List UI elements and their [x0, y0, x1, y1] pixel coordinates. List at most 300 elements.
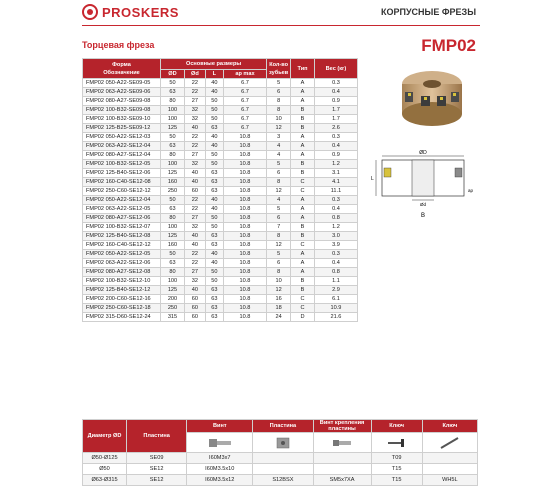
col-main-dims: Основные размеры [161, 59, 267, 70]
table-row [83, 160, 358, 169]
table-cell: 8 [267, 97, 291, 106]
table-cell: 63 [205, 241, 223, 250]
table-cell: 63 [205, 313, 223, 322]
col-insert2: Пластина [253, 420, 313, 433]
table-cell: 8 [267, 232, 291, 241]
col-diameter: Диаметр ØD [83, 420, 127, 453]
table-cell: 100 [161, 277, 185, 286]
table-cell: FMP02 063-A22-SE12-06 [83, 259, 161, 268]
table-cell: 50 [205, 223, 223, 232]
table-cell: 0.3 [314, 250, 357, 259]
table-row [83, 187, 358, 196]
label-L: L [371, 176, 374, 182]
table-cell: 50 [161, 250, 185, 259]
table-cell: 27 [184, 97, 205, 106]
table-cell: 10.8 [223, 178, 266, 187]
parts-cell: I60M3x7 [187, 453, 253, 464]
table-row [83, 295, 358, 304]
table-cell: 63 [205, 304, 223, 313]
table-cell: 250 [161, 304, 185, 313]
table-cell: 80 [161, 214, 185, 223]
table-cell: 100 [161, 106, 185, 115]
parts-cell: I60M3.5x10 [187, 464, 253, 475]
table-cell: 10.8 [223, 259, 266, 268]
table-cell: 100 [161, 115, 185, 124]
parts-cell: Ø50 [83, 464, 127, 475]
table-cell: 0.8 [314, 268, 357, 277]
table-cell: 40 [205, 79, 223, 88]
col-key: Ключ [371, 420, 422, 433]
table-cell: 0.9 [314, 151, 357, 160]
parts-cell: T09 [371, 453, 422, 464]
table-cell: 3 [267, 133, 291, 142]
table-cell: 125 [161, 232, 185, 241]
table-row [83, 196, 358, 205]
table-cell: FMP02 250-C60-SE12-12 [83, 187, 161, 196]
table-cell: 10.8 [223, 196, 266, 205]
table-cell: 12 [267, 187, 291, 196]
table-cell: FMP02 125-B40-SE12-08 [83, 232, 161, 241]
table-cell: 10.8 [223, 187, 266, 196]
table-cell: 63 [161, 142, 185, 151]
table-cell: 50 [161, 79, 185, 88]
table-cell: 60 [184, 313, 205, 322]
col-designation [83, 59, 161, 79]
table-cell: 63 [205, 295, 223, 304]
table-cell: FMP02 050-A22-SE09-05 [83, 79, 161, 88]
table-cell: 16 [267, 295, 291, 304]
table-cell: B [291, 115, 315, 124]
table-cell: 63 [205, 178, 223, 187]
table-cell: 10 [267, 277, 291, 286]
table-cell: 10.8 [223, 223, 266, 232]
table-cell: 125 [161, 286, 185, 295]
table-cell: 50 [161, 133, 185, 142]
table-cell: 10.8 [223, 142, 266, 151]
table-cell: 10.8 [223, 250, 266, 259]
parts-row [83, 464, 478, 475]
table-cell: FMP02 063-A22-SE12-04 [83, 142, 161, 151]
table-cell: 40 [184, 241, 205, 250]
table-cell: A [291, 259, 315, 268]
key-icon [371, 433, 422, 453]
table-cell: 40 [184, 124, 205, 133]
parts-cell [253, 453, 313, 464]
table-cell: FMP02 200-C60-SE12-16 [83, 295, 161, 304]
parts-cell: S12BSX [253, 475, 313, 486]
insert-icon [253, 433, 313, 453]
table-cell: FMP02 125-B40-SE12-12 [83, 286, 161, 295]
table-cell: 5 [267, 79, 291, 88]
table-cell: 8 [267, 178, 291, 187]
table-cell: C [291, 304, 315, 313]
table-cell: 50 [205, 214, 223, 223]
table-cell: 22 [184, 133, 205, 142]
table-cell: A [291, 268, 315, 277]
table-cell: A [291, 151, 315, 160]
table-cell: 22 [184, 142, 205, 151]
table-cell: 315 [161, 313, 185, 322]
table-row [83, 151, 358, 160]
table-cell: 6 [267, 88, 291, 97]
table-cell: C [291, 241, 315, 250]
table-cell: 50 [161, 196, 185, 205]
parts-rows [83, 453, 478, 486]
product-code: FMP02 [421, 36, 476, 55]
col-insert: Пластина [127, 420, 187, 453]
table-cell: 40 [205, 259, 223, 268]
table-cell: 22 [184, 259, 205, 268]
table-cell: 8 [267, 106, 291, 115]
screw-icon [187, 433, 253, 453]
parts-cell: T15 [371, 464, 422, 475]
table-cell: C [291, 295, 315, 304]
table-cell: B [291, 277, 315, 286]
parts-cell: T15 [371, 475, 422, 486]
table-cell: 32 [184, 277, 205, 286]
table-cell: D [291, 313, 315, 322]
table-cell: 50 [205, 277, 223, 286]
table-cell: B [291, 106, 315, 115]
table-cell: 160 [161, 241, 185, 250]
table-cell: 50 [205, 106, 223, 115]
table-cell: FMP02 080-A27-SE12-04 [83, 151, 161, 160]
dimension-diagram [368, 148, 478, 220]
table-cell: 250 [161, 187, 185, 196]
table-cell: 5 [267, 205, 291, 214]
table-row [83, 124, 358, 133]
parts-cell [253, 464, 313, 475]
table-cell: 10.8 [223, 277, 266, 286]
table-cell: 10.8 [223, 232, 266, 241]
table-cell: 27 [184, 214, 205, 223]
page-title: Торцевая фреза [82, 40, 155, 50]
table-cell: C [291, 187, 315, 196]
table-cell: 63 [161, 205, 185, 214]
table-cell: 2.9 [314, 286, 357, 295]
label-type: B [420, 213, 426, 219]
table-row [83, 205, 358, 214]
table-row [83, 133, 358, 142]
parts-row [83, 475, 478, 486]
table-cell: FMP02 160-C40-SE12-08 [83, 178, 161, 187]
parts-cell: Ø50-Ø125 [83, 453, 127, 464]
table-cell: 10.8 [223, 151, 266, 160]
label-D: ØD [419, 150, 427, 156]
table-cell: 10.8 [223, 214, 266, 223]
table-cell: 10.9 [314, 304, 357, 313]
table-cell: FMP02 100-B32-SE12-10 [83, 277, 161, 286]
table-row [83, 313, 358, 322]
table-cell: B [291, 232, 315, 241]
table-row [83, 79, 358, 88]
table-cell: 200 [161, 295, 185, 304]
table-row [83, 259, 358, 268]
table-cell: 6.1 [314, 295, 357, 304]
table-cell: 10.8 [223, 313, 266, 322]
table-row [83, 241, 358, 250]
table-cell: 160 [161, 178, 185, 187]
table-row [83, 268, 358, 277]
table-cell: 32 [184, 160, 205, 169]
table-cell: 32 [184, 223, 205, 232]
table-cell: 63 [205, 286, 223, 295]
table-cell: 10.8 [223, 160, 266, 169]
table-row [83, 232, 358, 241]
parts-cell: SE12 [127, 475, 187, 486]
table-cell: 10 [267, 115, 291, 124]
table-cell: 10.8 [223, 133, 266, 142]
table-cell: 6.7 [223, 124, 266, 133]
table-cell: A [291, 97, 315, 106]
table-cell: 12 [267, 286, 291, 295]
table-cell: B [291, 223, 315, 232]
table-cell: 12 [267, 124, 291, 133]
table-cell: FMP02 050-A22-SE12-05 [83, 250, 161, 259]
col-designation-label: Обозначение [103, 69, 140, 76]
table-cell: 6.7 [223, 106, 266, 115]
table-cell: 10.8 [223, 304, 266, 313]
parts-cell: SE12 [127, 464, 187, 475]
table-cell: 40 [205, 205, 223, 214]
col-L: L [205, 70, 223, 79]
table-cell: 5 [267, 250, 291, 259]
table-cell: 10.8 [223, 241, 266, 250]
table-cell: 22 [184, 79, 205, 88]
table-cell: 3.1 [314, 169, 357, 178]
table-cell: 1.1 [314, 277, 357, 286]
table-cell: C [291, 178, 315, 187]
table-row [83, 97, 358, 106]
col-clamp-screw: Винт крепления пластины [313, 420, 371, 433]
table-cell: 22 [184, 250, 205, 259]
table-cell: A [291, 133, 315, 142]
table-cell: 21.6 [314, 313, 357, 322]
table-cell: A [291, 142, 315, 151]
clamp-screw-icon [313, 433, 371, 453]
table-cell: 63 [161, 259, 185, 268]
table-cell: FMP02 125-B40-SE12-06 [83, 169, 161, 178]
col-d: Ød [184, 70, 205, 79]
table-cell: 40 [184, 169, 205, 178]
table-row [83, 142, 358, 151]
table-cell: A [291, 214, 315, 223]
table-cell: FMP02 100-B32-SE09-10 [83, 115, 161, 124]
table-cell: 32 [184, 115, 205, 124]
table-cell: 50 [205, 97, 223, 106]
table-cell: 24 [267, 313, 291, 322]
table-row [83, 169, 358, 178]
table-row [83, 214, 358, 223]
table-cell: A [291, 196, 315, 205]
table-cell: 40 [205, 196, 223, 205]
table-row [83, 223, 358, 232]
table-cell: 0.4 [314, 142, 357, 151]
table-cell: 100 [161, 223, 185, 232]
page-header [0, 0, 560, 28]
table-cell: 11.1 [314, 187, 357, 196]
table-cell: 6.7 [223, 79, 266, 88]
table-cell: 0.9 [314, 97, 357, 106]
table-cell: FMP02 063-A22-SE12-05 [83, 205, 161, 214]
table-cell: 27 [184, 151, 205, 160]
table-cell: 40 [205, 88, 223, 97]
table-cell: 40 [184, 232, 205, 241]
table-cell: 80 [161, 268, 185, 277]
table-cell: 40 [184, 178, 205, 187]
table-cell: FMP02 315-D60-SE12-24 [83, 313, 161, 322]
table-cell: A [291, 88, 315, 97]
milling-cutter-image [395, 62, 469, 130]
table-cell: 80 [161, 97, 185, 106]
table-cell: 2.6 [314, 124, 357, 133]
table-cell: FMP02 160-C40-SE12-12 [83, 241, 161, 250]
table-cell: 8 [267, 268, 291, 277]
table-cell: 1.7 [314, 106, 357, 115]
table-cell: FMP02 100-B32-SE12-05 [83, 160, 161, 169]
parts-cell: I60M3.5x12 [187, 475, 253, 486]
table-cell: FMP02 050-A22-SE12-04 [83, 196, 161, 205]
table-cell: 4 [267, 196, 291, 205]
table-cell: 0.3 [314, 196, 357, 205]
table-cell: B [291, 169, 315, 178]
table-cell: 22 [184, 205, 205, 214]
table-cell: B [291, 160, 315, 169]
table-row [83, 178, 358, 187]
parts-cell [422, 453, 477, 464]
table-cell: 22 [184, 88, 205, 97]
table-row [83, 277, 358, 286]
table-row [83, 304, 358, 313]
table-row [83, 88, 358, 97]
table-cell: 4 [267, 142, 291, 151]
header-divider [82, 25, 480, 26]
table-cell: 10.8 [223, 286, 266, 295]
table-cell: 6 [267, 214, 291, 223]
parts-cell: Ø63-Ø315 [83, 475, 127, 486]
table-cell: 1.2 [314, 160, 357, 169]
col-screw: Винт [187, 420, 253, 433]
col-teeth: Кол-во зубьев [267, 59, 291, 79]
table-cell: FMP02 080-A27-SE12-08 [83, 268, 161, 277]
table-cell: 32 [184, 106, 205, 115]
table-cell: 1.7 [314, 115, 357, 124]
table-cell: FMP02 100-B32-SE12-07 [83, 223, 161, 232]
table-cell: 63 [205, 232, 223, 241]
table-cell: 63 [205, 169, 223, 178]
table-cell: 6.7 [223, 97, 266, 106]
table-cell: 40 [205, 250, 223, 259]
table-cell: 3.0 [314, 232, 357, 241]
brand-logo-icon [82, 4, 98, 20]
parts-cell: SM5x7XA [313, 475, 371, 486]
specification-rows [83, 79, 358, 322]
brand-name: PROSKERS [102, 4, 179, 20]
table-cell: 6 [267, 259, 291, 268]
table-cell: 125 [161, 169, 185, 178]
section-name: КОРПУСНЫЕ ФРЕЗЫ [380, 7, 476, 17]
table-cell: 50 [205, 268, 223, 277]
table-cell: A [291, 250, 315, 259]
table-cell: 0.4 [314, 205, 357, 214]
col-form-label: Форма [112, 61, 131, 68]
table-cell: B [291, 124, 315, 133]
table-cell: 100 [161, 160, 185, 169]
parts-cell [422, 464, 477, 475]
col-type: Тип [291, 59, 315, 79]
label-ap: ap [468, 188, 474, 193]
table-cell: 0.4 [314, 259, 357, 268]
table-cell: 10.8 [223, 268, 266, 277]
table-cell: B [291, 286, 315, 295]
table-cell: 6.7 [223, 88, 266, 97]
col-weight: Вес (кг) [314, 59, 357, 79]
parts-cell [313, 453, 371, 464]
parts-cell [313, 464, 371, 475]
specification-table [82, 58, 358, 322]
table-cell: 4 [267, 151, 291, 160]
table-cell: FMP02 050-A22-SE12-03 [83, 133, 161, 142]
table-cell: 40 [205, 133, 223, 142]
table-cell: 10.8 [223, 205, 266, 214]
table-cell: 22 [184, 196, 205, 205]
table-cell: 18 [267, 304, 291, 313]
table-row [83, 115, 358, 124]
table-row [83, 250, 358, 259]
parts-row [83, 453, 478, 464]
table-cell: 6 [267, 169, 291, 178]
table-cell: 0.8 [314, 214, 357, 223]
parts-table [82, 419, 478, 486]
brand-logo [82, 4, 179, 20]
parts-cell: WH5L [422, 475, 477, 486]
table-cell: 5 [267, 160, 291, 169]
table-cell: FMP02 063-A22-SE09-06 [83, 88, 161, 97]
table-cell: A [291, 205, 315, 214]
col-ap: ap max [223, 70, 266, 79]
table-cell: 0.4 [314, 88, 357, 97]
table-cell: 63 [205, 187, 223, 196]
table-cell: 40 [205, 142, 223, 151]
table-cell: FMP02 080-A27-SE12-06 [83, 214, 161, 223]
table-row [83, 286, 358, 295]
table-cell: 125 [161, 124, 185, 133]
table-cell: A [291, 79, 315, 88]
table-row [83, 106, 358, 115]
table-cell: 12 [267, 241, 291, 250]
table-cell: 80 [161, 151, 185, 160]
table-cell: 63 [205, 124, 223, 133]
table-cell: 10.8 [223, 169, 266, 178]
table-cell: FMP02 125-B25-SE09-12 [83, 124, 161, 133]
table-cell: 3.9 [314, 241, 357, 250]
table-cell: 0.3 [314, 133, 357, 142]
table-cell: FMP02 080-A27-SE09-08 [83, 97, 161, 106]
table-cell: 7 [267, 223, 291, 232]
table-cell: 60 [184, 295, 205, 304]
table-cell: 6.7 [223, 115, 266, 124]
table-cell: 1.2 [314, 223, 357, 232]
table-cell: 0.3 [314, 79, 357, 88]
parts-cell: SE09 [127, 453, 187, 464]
table-cell: 4.1 [314, 178, 357, 187]
col-key2: Ключ [422, 420, 477, 433]
table-cell: 60 [184, 187, 205, 196]
table-cell: 50 [205, 160, 223, 169]
col-D: ØD [161, 70, 185, 79]
table-cell: 63 [161, 88, 185, 97]
table-cell: 40 [184, 286, 205, 295]
